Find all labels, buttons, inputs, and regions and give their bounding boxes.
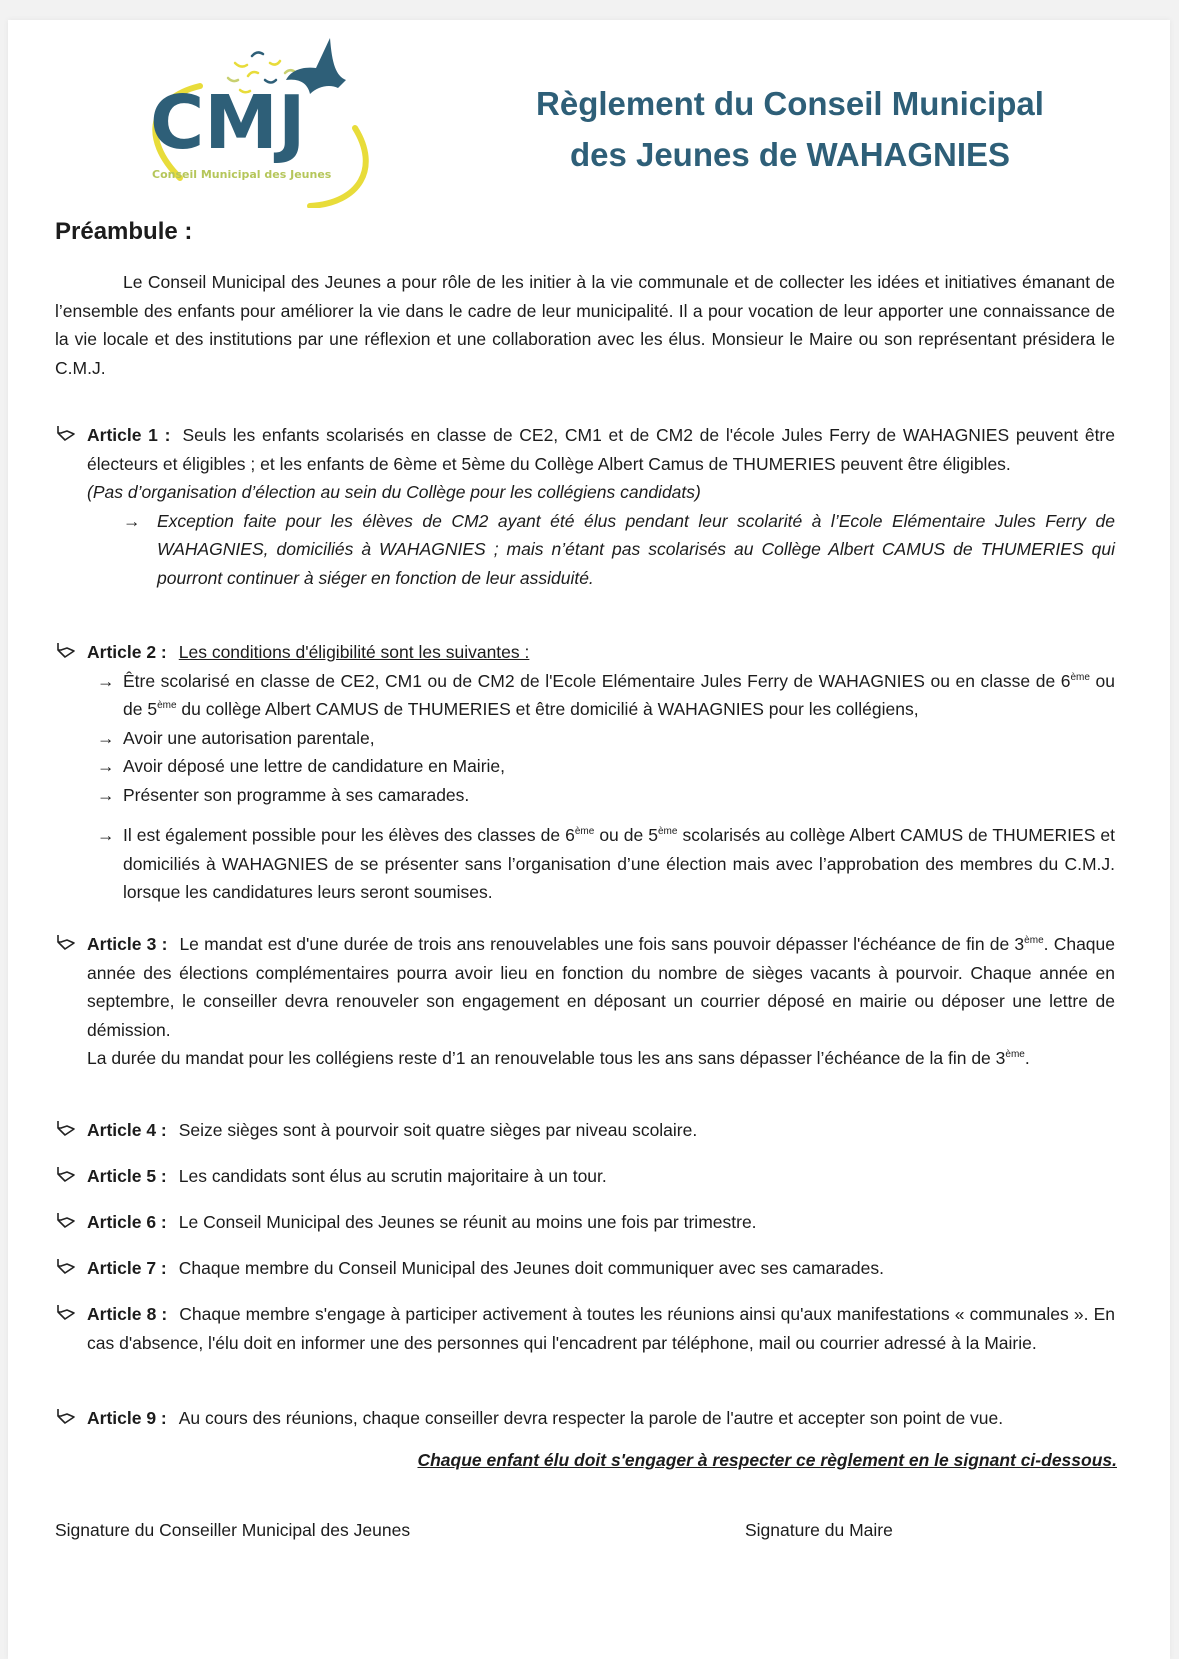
article-4 [55, 1116, 1115, 1145]
pointing-hand-icon [55, 1118, 77, 1140]
svg-text:CMJ: CMJ [150, 80, 306, 166]
condition-item: → Être scolarisé en classe de CE2, CM1 ou de CM2 de l'Ecole Elémentaire Jules Ferry de WAHAGNIES ou en classe de 6ème ou de 5ème du collège Albert CAMUS de THUMERIES et être domicilié à WAHAGNIES pour les collégiens, [97, 667, 1115, 724]
article-8 [55, 1300, 1115, 1357]
article-9 [55, 1404, 1115, 1433]
article-7 [55, 1254, 1115, 1283]
pointing-hand-icon [55, 1406, 77, 1428]
article-label: Article 8 : [87, 1304, 168, 1324]
article-5 [55, 1162, 1115, 1191]
article-note: (Pas d’organisation d’élection au sein du Collège pour les collégiens candidats) [87, 482, 701, 502]
article-label: Article 4 : [87, 1120, 167, 1140]
article-label: Article 1 : [87, 425, 171, 445]
article-text: Le Conseil Municipal des Jeunes se réunit au moins une fois par trimestre. [178, 1212, 757, 1232]
article-text: Chaque membre du Conseil Municipal des Jeunes doit communiquer avec ses camarades. [178, 1258, 884, 1278]
arrow-icon: → [97, 756, 115, 776]
condition-item: → Présenter son programme à ses camarades. [97, 781, 1115, 810]
article-text: Les conditions d'éligibilité sont les suivantes : [178, 642, 530, 662]
article-text: Chaque membre s'engage à participer activement à toutes les réunions ainsi qu'aux manifestations « communales ». En cas d'absence, l'élu doit en informer une des personnes qui l'encadrent par téléphone, mail ou courrier adressé à la Mairie. [87, 1304, 1116, 1353]
article-3-collegiens: La durée du mandat pour les collégiens reste d’1 an renouvelable tous les ans sans dépasser l’échéance de la fin de 3ème. [87, 1048, 1030, 1068]
pointing-hand-icon [55, 1164, 77, 1186]
article-label: Article 3 : [87, 934, 168, 954]
article-text: Au cours des réunions, chaque conseiller devra respecter la parole de l'autre et accepter son point de vue. [178, 1408, 1004, 1428]
article-text: Seuls les enfants scolarisés en classe de CE2, CM1 et de CM2 de l'école Jules Ferry de WAHAGNIES peuvent être électeurs et éligibles ; et les enfants de 6ème et 5ème du Collège Albert Camus de THUMERIES peuvent être éligibles. [87, 425, 1115, 474]
condition-item: → Avoir déposé une lettre de candidature en Mairie, [97, 752, 1115, 781]
article-text: Les candidats sont élus au scrutin majoritaire à un tour. [178, 1166, 607, 1186]
pointing-hand-icon [55, 932, 77, 954]
preamble-heading: Préambule : [55, 218, 193, 245]
article-6 [55, 1208, 1115, 1237]
article-label: Article 7 : [87, 1258, 167, 1278]
pointing-hand-icon [55, 1256, 77, 1278]
article-2 [55, 638, 1115, 907]
article-1 [55, 421, 1115, 592]
condition-extra: → Il est également possible pour les élèves des classes de 6ème ou de 5ème scolarisés au collège Albert CAMUS de THUMERIES et domiciliés à WAHAGNIES de se présenter sans l’organisation d’une élection mais avec l’approbation des membres du C.M.J. lorsque les candidatures leurs seront soumises. [97, 821, 1115, 907]
pointing-hand-icon [55, 1302, 77, 1324]
preamble-text: Le Conseil Municipal des Jeunes a pour rôle de les initier à la vie communale et de collecter les idées et initiatives émanant de l’ensemble des enfants pour améliorer la vie dans le cadre de leur municipalité. Il a pour vocation de leur apporter une connaissance de la vie locale et des institutions par une réflexion et une collaboration avec les élus. Monsieur le Maire ou son représentant présidera le C.M.J. [55, 272, 1115, 378]
article-label: Article 2 : [87, 642, 167, 662]
arrow-icon: → [123, 510, 141, 531]
cmj-logo-graphic [140, 28, 410, 208]
title-line-2: des Jeunes de WAHAGNIES [569, 136, 1011, 173]
arrow-icon: → [97, 825, 115, 845]
arrow-icon: → [97, 670, 115, 691]
article-3: Article 3 : Le mandat est d'une durée de trois ans renouvelables une fois sans pouvoir dépasser l'échéance de fin de 3ème. Chaque année des élections complémentaires pourra avoir lieu en fonction du nombre de sièges vacants à pourvoir. Chaque année en septembre, le conseiller devra renouveler son engagement en déposant un courrier déposé en mairie ou déposer une lettre de démission. La durée du mandat pour les collégiens reste d’1 an renouvelable tous les ans sans dépasser l’échéance de la fin de 3ème. [55, 930, 1115, 1073]
article-label: Article 6 : [87, 1212, 167, 1232]
pointing-hand-icon [55, 640, 77, 662]
arrow-icon: → [97, 727, 115, 748]
article-exception: → Exception faite pour les élèves de CM2 ayant été élus pendant leur scolarité à l’Ecole Elémentaire Jules Ferry de WAHAGNIES, domiciliés à WAHAGNIES ; mais n’étant pas scolarisés au Collège Albert CAMUS de THUMERIES qui pourront continuer à siéger en fonction de leur assiduité. [55, 507, 1115, 593]
pointing-hand-icon [55, 1210, 77, 1232]
title-line-1: Règlement du Conseil Municipal [536, 85, 1044, 122]
commitment-statement: Chaque enfant élu doit s'engager à respecter ce règlement en le signant ci-dessous. [417, 1450, 1117, 1470]
signature-conseiller-label: Signature du Conseiller Municipal des Jeunes [55, 1520, 411, 1540]
signature-maire-label: Signature du Maire [745, 1520, 893, 1540]
cmj-logo [140, 28, 410, 208]
article-label: Article 9 : [87, 1408, 167, 1428]
document-title [490, 78, 1090, 180]
svg-text:Conseil Municipal des Jeunes: Conseil Municipal des Jeunes [152, 168, 332, 181]
condition-item: → Avoir une autorisation parentale, [97, 724, 1115, 753]
article-text: Seize sièges sont à pourvoir soit quatre sièges par niveau scolaire. [178, 1120, 698, 1140]
arrow-icon: → [97, 784, 115, 805]
pointing-hand-icon [55, 423, 77, 445]
article-label: Article 5 : [87, 1166, 167, 1186]
